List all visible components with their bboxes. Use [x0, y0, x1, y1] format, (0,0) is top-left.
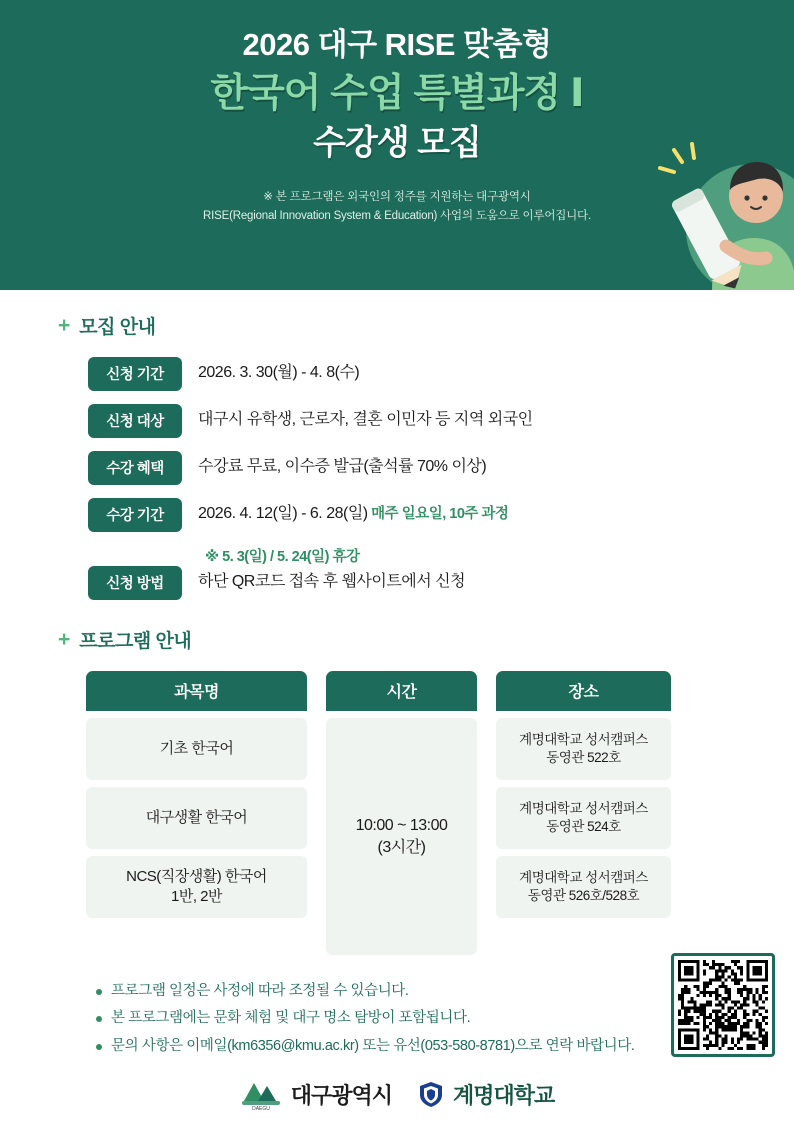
recruit-row: [88, 498, 794, 532]
recruit-row: [88, 404, 794, 438]
recruit-section: [0, 312, 794, 600]
program-section-title: 프로그램 안내: [79, 631, 192, 652]
plus-icon: +: [58, 314, 71, 337]
program-section: [0, 626, 794, 955]
recruit-row: [88, 566, 794, 600]
plus-icon: +: [58, 628, 71, 651]
recruit-section-heading: [58, 312, 794, 339]
note-text: 본 프로그램에는 문화 체험 및 대구 명소 탐방이 포함됩니다.: [111, 1010, 471, 1027]
recruit-row-value: 2026. 4. 12(일) - 6. 28(일) 매주 일요일, 10주 과정: [198, 505, 509, 522]
note-text: 문의 사항은 이메일(km6356@kmu.ac.kr) 또는 유선(053-580-8781)으로 연락 바랍니다.: [111, 1037, 635, 1054]
recruit-row-accent: 매주 일요일, 10주 과정: [367, 506, 509, 522]
table-header-time: 시간: [326, 671, 477, 711]
table-cell-subject: 대구생활 한국어: [86, 787, 307, 849]
bullet-dot-icon: [96, 989, 102, 995]
table-cell-time: 10:00 ~ 13:00 (3시간): [326, 718, 477, 955]
header-note-line2: RISE(Regional Innovation System & Education) 사업의 도움으로 이루어집니다.: [203, 209, 591, 222]
recruit-row-subnote: ※ 5. 3(일) / 5. 24(일) 휴강: [205, 549, 360, 565]
recruit-row: [88, 357, 794, 391]
note-text: 프로그램 일정은 사정에 따라 조정될 수 있습니다.: [111, 983, 409, 999]
daegu-logo: [240, 1077, 392, 1111]
recruit-row-label: 신청 대상: [88, 404, 182, 438]
header-note: [0, 188, 794, 226]
table-cell-place: 계명대학교 성서캠퍼스 동영관 526호/528호: [496, 856, 671, 918]
table-header-subject: 과목명: [86, 671, 307, 711]
table-column-subject: [86, 671, 307, 955]
table-cell-place: 계명대학교 성서캠퍼스 동영관 524호: [496, 787, 671, 849]
recruit-row-value: 수강료 무료, 이수증 발급(출석률 70% 이상): [198, 458, 487, 475]
recruit-section-title: 모집 안내: [79, 317, 156, 338]
table-cell-subject: 기초 한국어: [86, 718, 307, 780]
poster-header: [0, 0, 794, 290]
recruit-row-value: 하단 QR코드 접속 후 웹사이트에서 신청: [198, 573, 466, 590]
table-subject-cells: [86, 718, 307, 918]
table-place-cells: [496, 718, 671, 918]
bullet-dot-icon: [96, 1044, 102, 1050]
qr-code[interactable]: [671, 953, 775, 1057]
kmu-logo-label: 계명대학교: [453, 1082, 555, 1108]
bullet-dot-icon: [96, 1016, 102, 1022]
recruit-row: [88, 451, 794, 485]
table-column-time: [326, 671, 477, 955]
recruit-row-value: 2026. 3. 30(월) - 4. 8(수): [198, 364, 360, 381]
recruit-row-label: 신청 기간: [88, 357, 182, 391]
recruit-row-value: 대구시 유학생, 근로자, 결혼 이민자 등 지역 외국인: [198, 411, 533, 428]
program-table: [86, 671, 794, 955]
recruit-row-label: 수강 기간: [88, 498, 182, 532]
poster-title-line1: 2026 대구 RISE 맞춤형: [242, 27, 552, 62]
poster-footer: [0, 1077, 794, 1111]
table-cell-place: 계명대학교 성서캠퍼스 동영관 522호: [496, 718, 671, 780]
table-cell-subject: NCS(직장생활) 한국어 1반, 2반: [86, 856, 307, 918]
program-section-heading: [58, 626, 794, 653]
daegu-logo-label: 대구광역시: [290, 1082, 392, 1108]
kmu-shield-icon: [418, 1081, 444, 1108]
qr-code-image: [678, 960, 768, 1050]
table-header-place: 장소: [496, 671, 671, 711]
recruit-row-label: 신청 방법: [88, 566, 182, 600]
recruit-info-list: [88, 357, 794, 600]
kmu-logo: [418, 1079, 554, 1110]
table-column-place: [496, 671, 671, 955]
poster-title-line3: 수강생 모집: [313, 124, 481, 163]
daegu-mountain-icon: [240, 1077, 282, 1111]
header-text-block: [0, 0, 794, 226]
header-note-line1: ※ 본 프로그램은 외국인의 정주를 지원하는 대구광역시: [263, 190, 531, 203]
poster-title-line2: 한국어 수업 특별과정 Ⅰ: [210, 71, 584, 115]
svg-text:DAEGU: DAEGU: [251, 1106, 270, 1111]
recruit-row-label: 수강 혜택: [88, 451, 182, 485]
